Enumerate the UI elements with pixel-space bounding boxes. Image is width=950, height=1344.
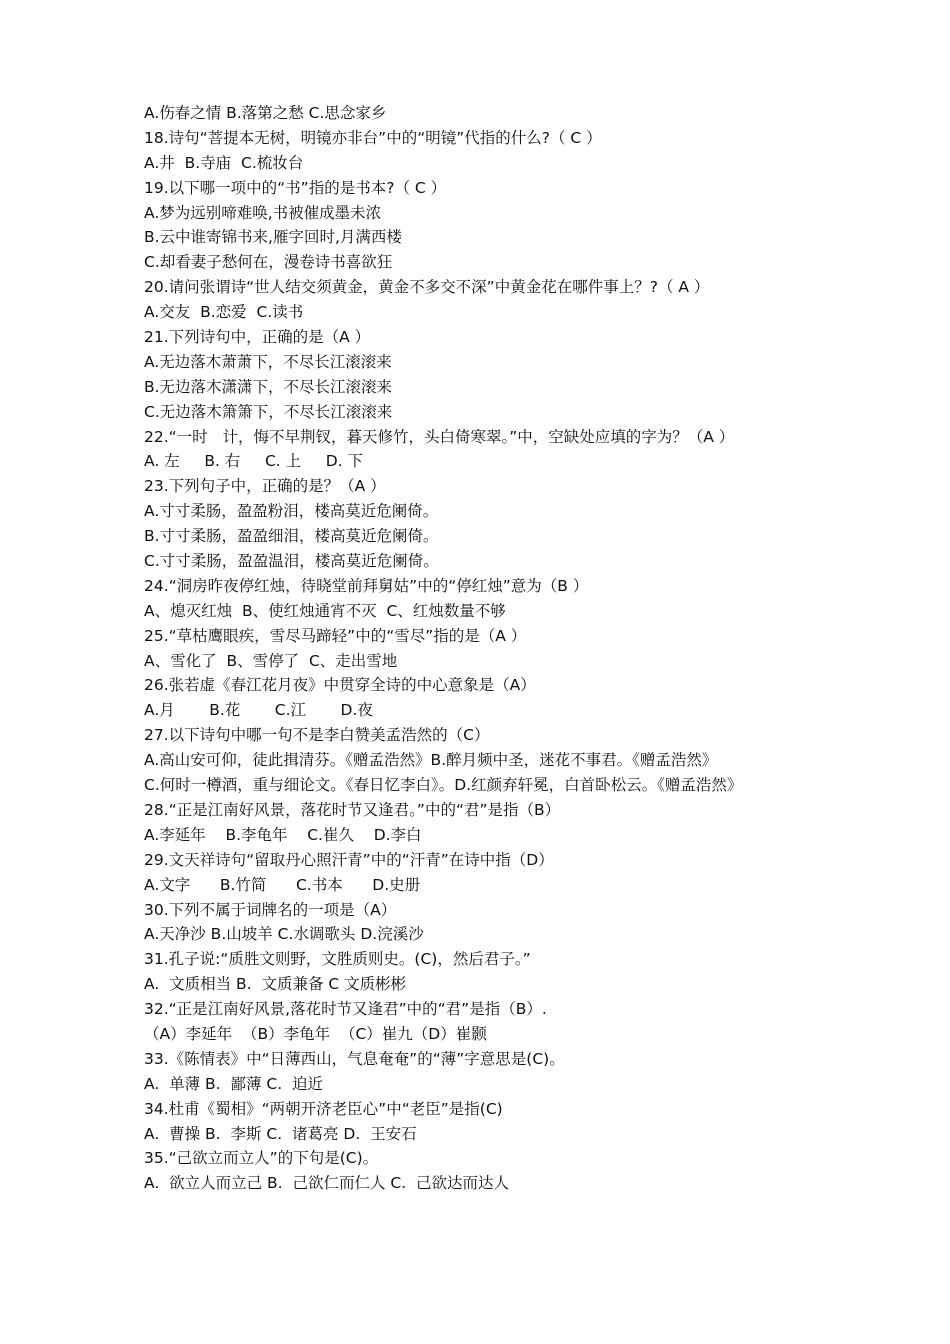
option-line: A.无边落木萧萧下，不尽长江滚滚来: [144, 352, 392, 371]
question-line: 19.以下哪一项中的“书”指的是书本?（ C ）: [144, 178, 447, 197]
question-line: 21.下列诗句中，正确的是（A ）: [144, 328, 371, 347]
question-line: 27.以下诗句中哪一句不是李白赞美孟浩然的（C）: [144, 726, 490, 745]
option-line: B.寸寸柔肠，盈盈细泪，楼高莫近危阑倚。: [144, 527, 439, 546]
option-line: A.李延年 B.李龟年 C.崔久 D.李白: [144, 825, 422, 844]
option-line: A.月 B.花 C.江 D.夜: [144, 701, 373, 720]
option-line: A、熄灭红烛 B、使红烛通宵不灭 C、红烛数量不够: [144, 601, 506, 620]
text-line: A.伤春之情 B.落第之愁 C.思念家乡: [144, 104, 387, 122]
option-line: A.井 B.寺庙 C.梳妆台: [144, 153, 304, 172]
option-line: A.寸寸柔肠，盈盈粉泪，楼高莫近危阑倚。: [144, 502, 439, 521]
option-line: A.交友 B.恋爱 C.读书: [144, 303, 304, 322]
option-line: A. 文质相当 B. 文质兼备 C 文质彬彬: [144, 975, 407, 994]
option-line: A. 曹操 B. 李斯 C. 诸葛亮 D. 王安石: [144, 1124, 417, 1143]
question-line: 33.《陈情表》中“日薄西山，气息奄奄”的“薄”字意思是(C)。: [144, 1049, 565, 1068]
question-line: 31.孔子说:“质胜文则野，文胜质则史。(C)，然后君子。”: [144, 950, 531, 969]
option-line: C.无边落木箫箫下，不尽长江滚滚来: [144, 402, 393, 421]
option-line: A. 左 B. 右 C. 上 D. 下: [144, 452, 364, 471]
question-line: 23.下列句子中，正确的是？（A ）: [144, 477, 386, 496]
question-line: 34.杜甫《蜀相》“两朝开济老臣心”中“老臣”是指(C): [144, 1099, 503, 1118]
option-line: A. 单薄 B. 鄙薄 C. 迫近: [144, 1074, 323, 1093]
question-line: 25.“草枯鹰眼疾，雪尽马蹄轻”中的“雪尽”指的是（A ）: [144, 626, 527, 645]
question-line: 26.张若虚《春江花月夜》中贯穿全诗的中心意象是（A）: [144, 676, 536, 695]
option-line: A、雪化了 B、雪停了 C、走出雪地: [144, 651, 398, 670]
question-line: 28.“正是江南好风景，落花时节又逢君。”中的“君”是指（B）: [144, 800, 561, 819]
option-line: A.文字 B.竹简 C.书本 D.史册: [144, 875, 421, 894]
option-line: B.云中谁寄锦书来,雁字回时,月满西楼: [144, 228, 402, 247]
option-line: C.寸寸柔肠，盈盈温泪，楼高莫近危阑倚。: [144, 552, 439, 571]
option-line: C.却看妻子愁何在，漫卷诗书喜欲狂: [144, 253, 393, 272]
question-line: 29.文天祥诗句“留取丹心照汗青”中的“汗青”在诗中指（D）: [144, 850, 554, 869]
option-line: C.何时一樽酒，重与细论文。《春日忆李白》。D.红颜弃轩冕，白首卧松云。《赠孟浩然》: [144, 776, 743, 795]
question-line: 24.“洞房昨夜停红烛，待晓堂前拜舅姑”中的“停红烛”意为（B ）: [144, 576, 589, 595]
question-line: 20.请问张谓诗“世人结交须黄金，黄金不多交不深”中黄金花在哪件事上？?（ A ）: [144, 278, 710, 297]
question-line: 30.下列不属于词牌名的一项是（A）: [144, 900, 397, 919]
option-line: A.梦为远别啼难唤,书被催成墨未浓: [144, 203, 382, 222]
option-line: A.高山安可仰，徒此揖清芬。《赠孟浩然》B.醉月频中圣，迷花不事君。《赠孟浩然》: [144, 751, 718, 770]
option-line: B.无边落木潇潇下，不尽长江滚滚来: [144, 377, 393, 396]
option-line: A. 欲立人而立己 B. 己欲仁而仁人 C. 己欲达而达人: [144, 1174, 509, 1193]
option-line: A.天净沙 B.山坡羊 C.水调歌头 D.浣溪沙: [144, 925, 424, 944]
option-line: （A）李延年 （B）李龟年 （C）崔九（D）崔颢: [144, 1024, 487, 1043]
question-line: 35.“己欲立而立人”的下句是(C)。: [144, 1149, 379, 1168]
document-body: [144, 101, 844, 1196]
question-line: 32.“正是江南好风景,落花时节又逢君”中的“君”是指（B）.: [144, 1000, 547, 1019]
question-line: 18.诗句“菩提本无树，明镜亦非台”中的“明镜”代指的什么?（ C ）: [144, 128, 602, 147]
question-line: 22.“一时 计，悔不早荆钗，暮天修竹，头白倚寒翠。”中，空缺处应填的字为？（A ）: [144, 427, 735, 446]
